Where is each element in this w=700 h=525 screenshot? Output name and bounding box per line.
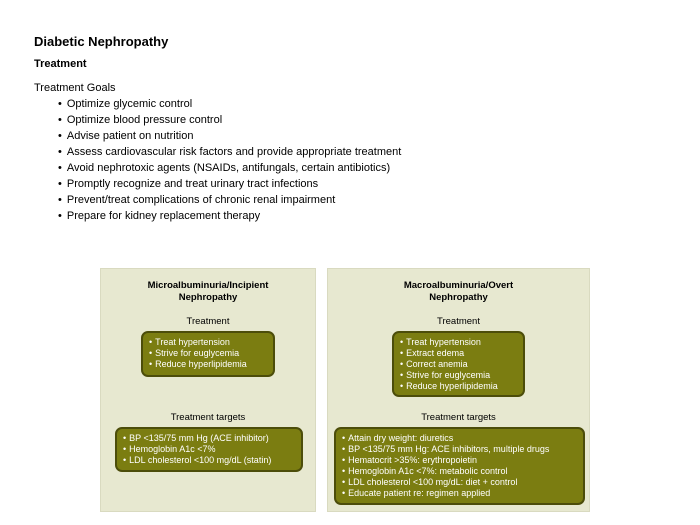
treatment-box [141,331,275,377]
panel-title-line: Macroalbuminuria/Overt [403,280,514,291]
target-item: • Attain dry weight: diuretics [342,433,577,444]
treatment-box [392,331,525,397]
targets-label: Treatment targets [421,412,496,423]
macroalbuminuria-panel [327,268,590,512]
goal-item: • Optimize blood pressure control [58,114,401,130]
treatment-item: • Treat hypertension [149,337,267,348]
target-item: • BP <135/75 mm Hg: ACE inhibitors, multiple drugs [342,444,577,455]
treatment-item: • Reduce hyperlipidemia [400,381,517,392]
goal-item: • Optimize glycemic control [58,98,401,114]
goal-item: • Prevent/treat complications of chronic renal impairment [58,194,401,210]
panel-title [328,280,589,304]
panel-title-line: Nephropathy [178,292,238,303]
panel-title [101,280,315,304]
treatment-item: • Reduce hyperlipidemia [149,359,267,370]
targets-box [115,427,303,472]
goal-item: • Avoid nephrotoxic agents (NSAIDs, antifungals, certain antibiotics) [58,162,401,178]
panel-title-line: Microalbuminuria/Incipient [147,280,269,291]
targets-label: Treatment targets [170,412,246,423]
treatment-item: • Correct anemia [400,359,517,370]
goal-item: • Promptly recognize and treat urinary tract infections [58,178,401,194]
target-item: • BP <135/75 mm Hg (ACE inhibitor) [123,433,295,444]
treatment-label: Treatment [437,316,480,327]
treatment-label: Treatment [186,316,230,327]
treatment-item: • Strive for euglycemia [149,348,267,359]
treatment-item: • Extract edema [400,348,517,359]
target-item: • Hematocrit >35%: erythropoietin [342,455,577,466]
microalbuminuria-panel [100,268,316,512]
goal-item: • Prepare for kidney replacement therapy [58,210,401,226]
goal-item: • Assess cardiovascular risk factors and provide appropriate treatment [58,146,401,162]
goal-item: • Advise patient on nutrition [58,130,401,146]
target-item: • LDL cholesterol <100 mg/dL: diet + control [342,477,577,488]
section-subtitle: Treatment [34,58,87,70]
targets-box [334,427,585,505]
treatment-item: • Strive for euglycemia [400,370,517,381]
target-item: • Hemoglobin A1c <7% [123,444,295,455]
treatment-item: • Treat hypertension [400,337,517,348]
goals-heading: Treatment Goals [34,82,116,94]
goals-list [58,98,401,226]
target-item: • Hemoglobin A1c <7%: metabolic control [342,466,577,477]
panel-title-line: Nephropathy [429,292,488,303]
target-item: • Educate patient re: regimen applied [342,488,577,499]
target-item: • LDL cholesterol <100 mg/dL (statin) [123,455,295,466]
page-title: Diabetic Nephropathy [34,34,169,49]
